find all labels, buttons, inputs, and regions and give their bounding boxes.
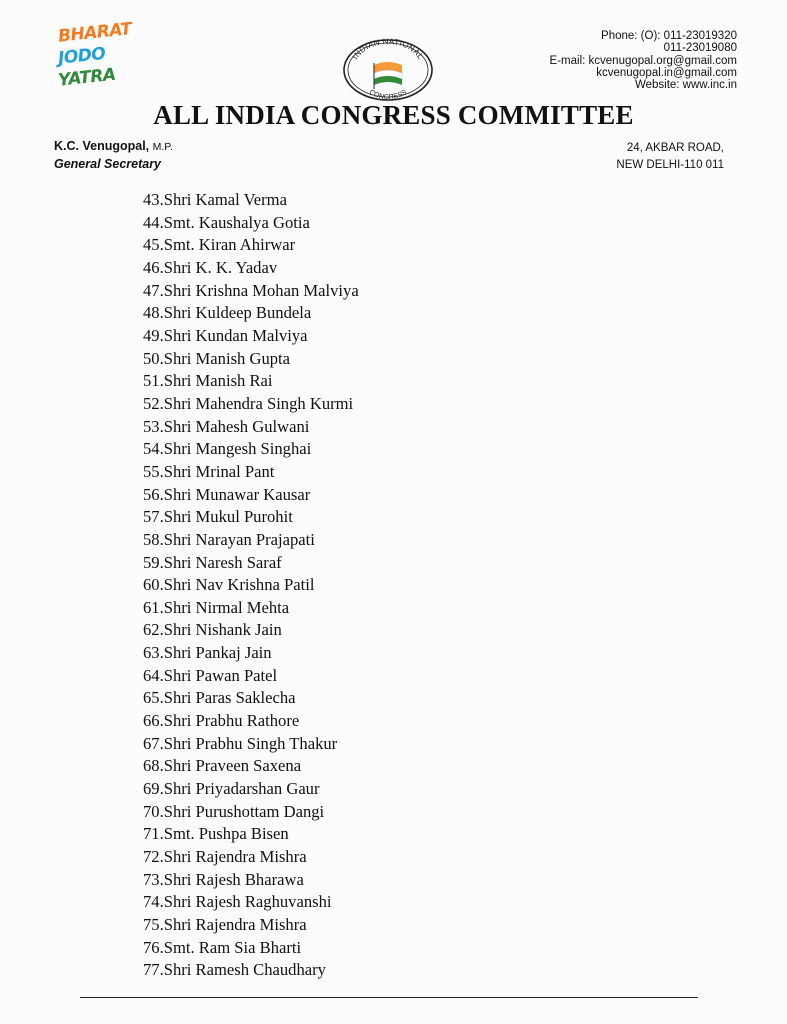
signatory-block	[54, 138, 173, 173]
list-item: 44.Smt. Kaushalya Gotia	[143, 212, 310, 232]
list-item: 76.Smt. Ram Sia Bharti	[143, 937, 302, 957]
list-item: 48.Shri Kuldeep Bundela	[143, 303, 312, 323]
list-item: 57.Shri Mukul Purohit	[143, 507, 293, 527]
emblem-top-text: INDIAN NATIONAL	[350, 37, 426, 62]
address-line-2: NEW DELHI-110 011	[616, 159, 724, 171]
list-item: 74.Shri Rajesh Raghuvanshi	[143, 892, 332, 912]
list-item: 53.Shri Mahesh Gulwani	[143, 416, 310, 436]
committee-title: ALL INDIA CONGRESS COMMITTEE	[153, 100, 634, 130]
svg-text:INDIAN NATIONAL	[351, 37, 426, 61]
list-item: 54.Shri Mangesh Singhai	[143, 439, 312, 459]
list-item: 50.Shri Manish Gupta	[143, 348, 291, 368]
list-item: 72.Shri Rajendra Mishra	[143, 847, 307, 867]
list-item: 45.Smt. Kiran Ahirwar	[143, 235, 296, 255]
list-item: 75.Shri Rajendra Mishra	[143, 915, 307, 934]
logo-line-yatra: YATRA	[57, 64, 117, 91]
list-item: 51.Shri Manish Rai	[143, 371, 273, 391]
signatory-name: K.C. Venugopal,	[54, 139, 150, 153]
logo-line-jodo: JODO	[57, 43, 107, 69]
website-line: Website: www.inc.in	[634, 79, 737, 92]
list-item: 62.Shri Nishank Jain	[143, 620, 282, 640]
list-item: 63.Shri Pankaj Jain	[143, 643, 272, 663]
list-item: 60.Shri Nav Krishna Patil	[143, 575, 315, 595]
list-item: 56.Shri Munawar Kausar	[143, 484, 311, 504]
list-item: 65.Shri Paras Saklecha	[143, 688, 296, 708]
list-item: 71.Smt. Pushpa Bisen	[143, 824, 289, 844]
list-item: 77.Shri Ramesh Chaudhary	[143, 960, 326, 980]
list-item: 58.Shri Narayan Prajapati	[143, 529, 315, 549]
list-item: 68.Shri Praveen Saxena	[143, 756, 302, 776]
list-item: 52.Shri Mahendra Singh Kurmi	[143, 393, 354, 413]
member-list	[143, 189, 359, 982]
list-item: 73.Shri Rajesh Bharawa	[143, 869, 304, 889]
email-line-1: E-mail: kcvenugopal.org@gmail.com	[549, 54, 737, 67]
address-line-1: 24, AKBAR ROAD,	[626, 142, 724, 154]
contact-block	[550, 30, 737, 91]
address-block	[616, 140, 724, 174]
list-item: 67.Shri Prabhu Singh Thakur	[143, 733, 338, 753]
list-item: 70.Shri Purushottam Dangi	[143, 801, 325, 821]
email-line-2: kcvenugopal.in@gmail.com	[596, 66, 737, 79]
signatory-role: General Secretary	[54, 157, 162, 171]
list-item: 66.Shri Prabhu Rathore	[143, 711, 300, 731]
list-item: 49.Shri Kundan Malviya	[143, 325, 308, 345]
emblem-bottom-text: CONGRESS	[367, 88, 409, 101]
list-item: 59.Shri Naresh Saraf	[143, 552, 282, 572]
list-item: 55.Shri Mrinal Pant	[143, 461, 275, 481]
congress-emblem-icon	[340, 37, 436, 101]
phone-line-1: Phone: (O): 011-23019320	[601, 30, 737, 42]
list-item: 43.Shri Kamal Verma	[143, 190, 287, 209]
phone-line-2: 011-23019080	[663, 42, 737, 55]
list-item: 64.Shri Pawan Patel	[143, 665, 278, 685]
signatory-suffix: M.P.	[152, 141, 173, 153]
list-item: 69.Shri Priyadarshan Gaur	[143, 779, 320, 799]
bharat-jodo-yatra-logo	[57, 19, 133, 100]
list-item: 47.Shri Krishna Mohan Malviya	[143, 280, 359, 300]
list-item: 46.Shri K. K. Yadav	[143, 257, 278, 277]
logo-line-bharat: BHARAT	[57, 19, 133, 47]
footer-rule	[80, 997, 698, 998]
list-item: 61.Shri Nirmal Mehta	[143, 597, 290, 617]
